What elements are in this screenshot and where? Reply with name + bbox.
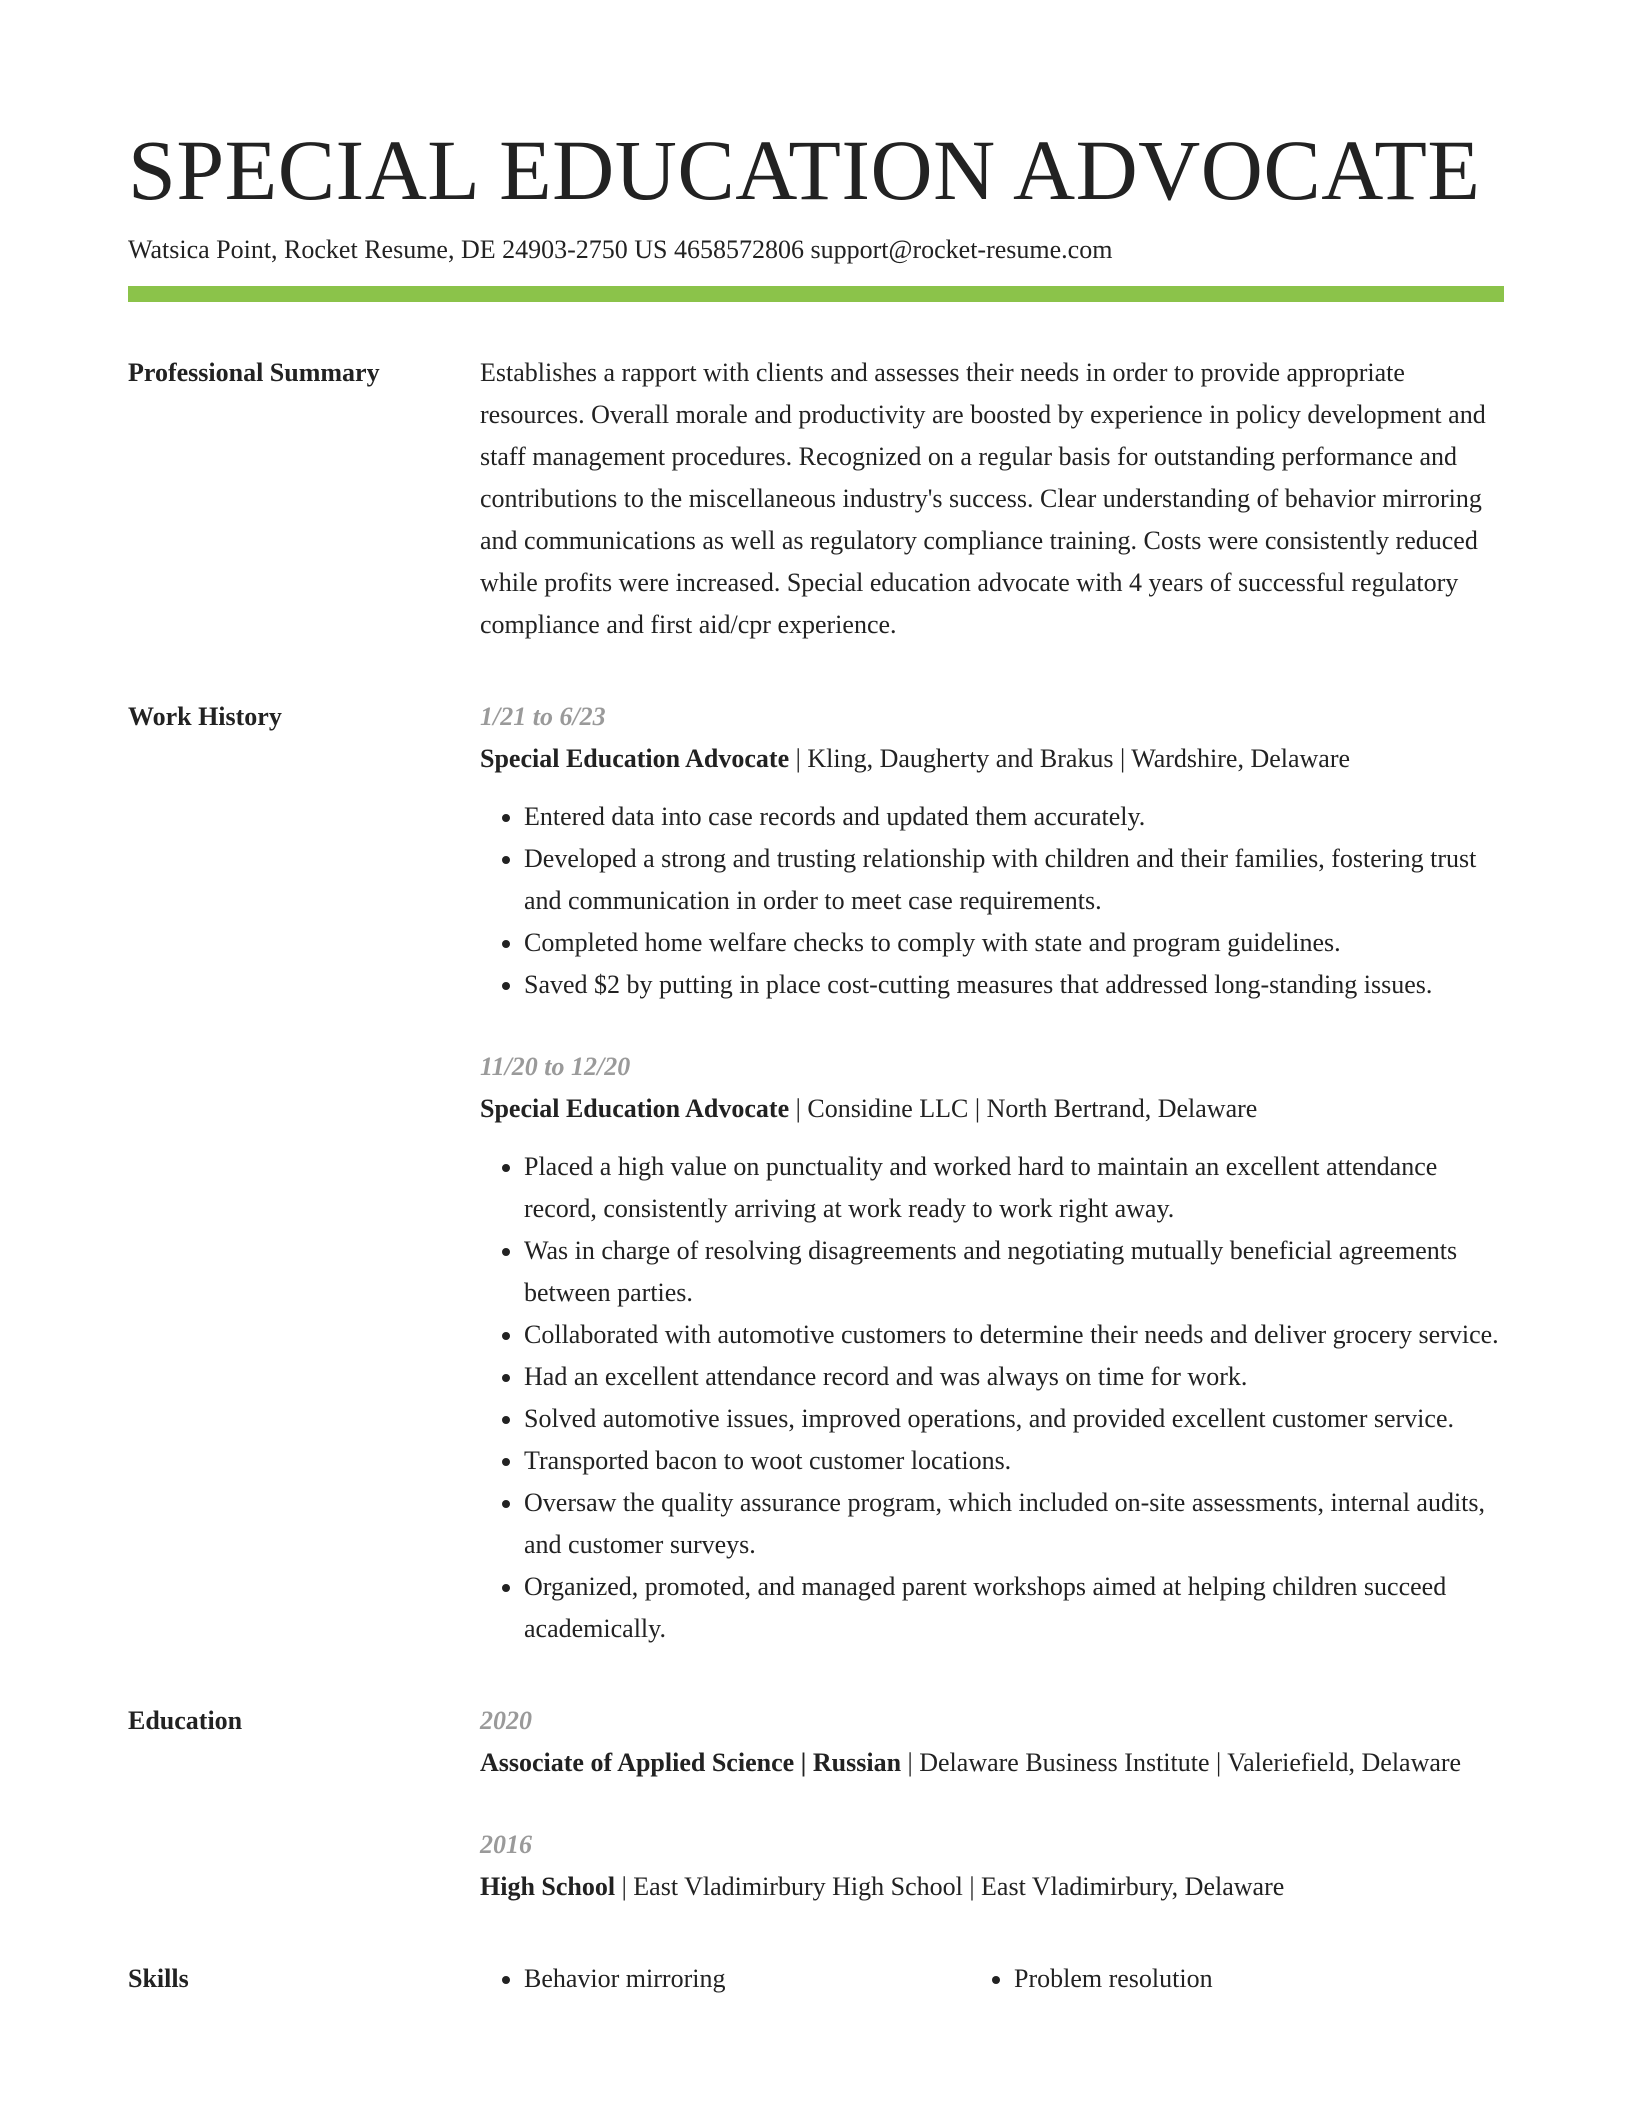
skill-item: • Behavior mirroring bbox=[524, 1958, 1014, 2000]
summary-heading: Professional Summary bbox=[128, 358, 380, 387]
job-role-line bbox=[480, 1088, 1504, 1130]
summary-body bbox=[480, 352, 1504, 646]
job-bullet: • Placed a high value on punctuality and worked hard to maintain an excellent attendance record, consistently arriving at work ready to work right away. bbox=[524, 1146, 1504, 1230]
education-year: 2020 bbox=[480, 1706, 532, 1735]
education-degree: High School bbox=[480, 1872, 616, 1901]
work-history-section bbox=[128, 696, 1504, 1650]
job-title: Special Education Advocate bbox=[480, 1094, 790, 1123]
job-role-line bbox=[480, 738, 1504, 780]
resume-name: SPECIAL EDUCATION ADVOCATE bbox=[128, 122, 1481, 218]
work-history-heading: Work History bbox=[128, 702, 282, 731]
skills-heading: Skills bbox=[128, 1964, 189, 1993]
job-bullet: • Oversaw the quality assurance program, which included on-site assessments, internal audits, and customer surveys. bbox=[524, 1482, 1504, 1566]
education-degree: Associate of Applied Science | Russian bbox=[480, 1748, 902, 1777]
header-divider bbox=[128, 286, 1504, 302]
contact-line bbox=[128, 232, 1504, 268]
education-entry bbox=[480, 1824, 1504, 1908]
job-entry bbox=[480, 696, 1504, 1006]
job-details: | Kling, Daugherty and Brakus | Wardshire, Delaware bbox=[789, 744, 1351, 773]
education-section bbox=[128, 1700, 1504, 1908]
education-details: | East Vladimirbury High School | East Vladimirbury, Delaware bbox=[615, 1872, 1285, 1901]
job-bullet: • Solved automotive issues, improved operations, and provided excellent customer service. bbox=[524, 1398, 1504, 1440]
education-line bbox=[480, 1742, 1504, 1784]
job-bullet: • Saved $2 by putting in place cost-cutting measures that addressed long-standing issues. bbox=[524, 964, 1504, 1006]
skills-list bbox=[480, 1958, 1504, 2000]
job-dates: 1/21 to 6/23 bbox=[480, 702, 606, 731]
skill-item: • Problem resolution bbox=[1014, 1958, 1504, 2000]
job-bullets bbox=[480, 1146, 1504, 1650]
contact-phone: 4658572806 bbox=[674, 235, 805, 264]
education-details: | Delaware Business Institute | Valeriefield, Delaware bbox=[901, 1748, 1462, 1777]
work-history-body bbox=[480, 696, 1504, 1650]
education-body bbox=[480, 1700, 1504, 1908]
contact-email: support@rocket-resume.com bbox=[810, 235, 1113, 264]
education-entry bbox=[480, 1700, 1504, 1784]
job-dates: 11/20 to 12/20 bbox=[480, 1052, 631, 1081]
education-year: 2016 bbox=[480, 1830, 532, 1859]
job-title: Special Education Advocate bbox=[480, 744, 790, 773]
contact-address: Watsica Point, Rocket Resume, DE 24903-2750 US bbox=[128, 235, 668, 264]
skills-section bbox=[128, 1958, 1504, 2000]
job-bullet: • Organized, promoted, and managed parent workshops aimed at helping children succeed academically. bbox=[524, 1566, 1504, 1650]
education-line bbox=[480, 1866, 1504, 1908]
job-bullet: • Transported bacon to woot customer locations. bbox=[524, 1440, 1504, 1482]
summary-section bbox=[128, 352, 1504, 646]
job-bullet: • Collaborated with automotive customers to determine their needs and deliver grocery service. bbox=[524, 1314, 1504, 1356]
job-bullet: • Developed a strong and trusting relationship with children and their families, fostering trust and communication in order to meet case requirements. bbox=[524, 838, 1504, 922]
education-heading: Education bbox=[128, 1706, 243, 1735]
summary-text: Establishes a rapport with clients and assesses their needs in order to provide appropriate resources. Overall morale and productivity are boosted by experience in policy development and staff management procedures. Recognized on a regular basis for outstanding performance and contributions to the miscellaneous industry's success. Clear understanding of behavior mirroring and communications as well as regulatory compliance training. Costs were consistently reduced while profits were increased. Special education advocate with 4 years of successful regulatory compliance and first aid/cpr experience. bbox=[480, 358, 1486, 639]
job-bullets bbox=[480, 796, 1504, 1006]
skills-body bbox=[480, 1958, 1504, 2000]
job-entry bbox=[480, 1046, 1504, 1650]
job-bullet: • Was in charge of resolving disagreements and negotiating mutually beneficial agreements between parties. bbox=[524, 1230, 1504, 1314]
job-bullet: • Entered data into case records and updated them accurately. bbox=[524, 796, 1504, 838]
job-bullet: • Had an excellent attendance record and was always on time for work. bbox=[524, 1356, 1504, 1398]
job-details: | Considine LLC | North Bertrand, Delaware bbox=[789, 1094, 1258, 1123]
job-bullet: • Completed home welfare checks to comply with state and program guidelines. bbox=[524, 922, 1504, 964]
